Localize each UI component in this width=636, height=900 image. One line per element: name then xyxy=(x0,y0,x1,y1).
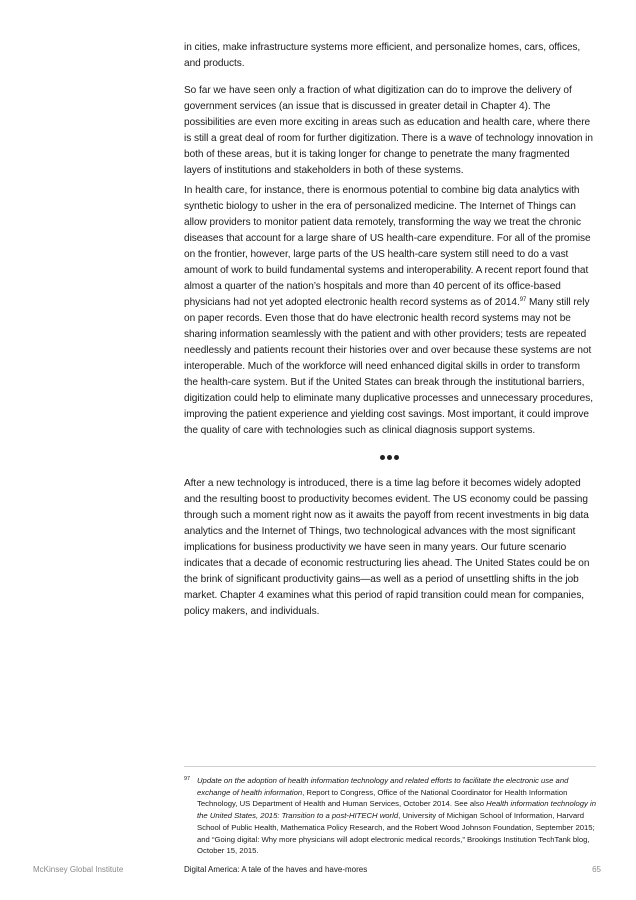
body-paragraph-3 xyxy=(184,183,596,439)
paragraph-text-part-2: Many still rely on paper records. Even those that do have electronic health record systems may not be sharing information seamlessly with the patient and with other providers; tests are repeated needlessly and patients recount their histories over and over because these systems are not interoperable. Much of the workforce will need enhanced digital skills in order to transform the health-care system. But if the United States can break through the institutional barriers, digitization could help to eliminate many duplicative processes and unnecessary procedures, improving the patient experience and yielding cost savings. Most important, it could improve the quality of care with technologies such as clinical diagnosis support systems. xyxy=(184,297,593,436)
footnote-title-1: Update on the adoption of health information technology and related efforts to facilitate the electronic use and exchange of health information xyxy=(197,776,569,797)
footnote-text xyxy=(197,775,596,857)
footnote-divider xyxy=(184,766,596,767)
paragraph-text-part-1: In health care, for instance, there is enormous potential to combine big data analytics with synthetic biology to usher in the era of personalized medicine. The Internet of Things can allow providers to monitor patient data remotely, transforming the way we treat the chronic diseases that account for a large share of US health-care expenditure. For all of the promise on the frontier, however, large parts of the US health-care system still need to do a vast amount of work to build fundamental systems and interoperability. A recent report found that almost a quarter of the nation’s hospitals and more than 40 percent of its office-based physicians had not yet adopted electronic health record systems as of 2014. xyxy=(184,185,591,308)
page-number: 65 xyxy=(592,865,601,874)
footnote-title-2: Health information technology in the United States, 2015: Transition to a post-HITECH world xyxy=(197,799,596,821)
paragraph-text: in cities, make infrastructure systems more efficient, and personalize homes, cars, offices, and products. xyxy=(184,42,581,69)
body-paragraph-4 xyxy=(184,476,596,620)
footnote-text-2: , University of Michigan School of Information, Harvard School of Public Health, Mathematica Policy Research, and the Robert Wood Johnson Foundation, September 2015; and “Going digital: Why more physicians will adopt electronic medical records,” Brookings Institution TechTank blog, October 15, 2015. xyxy=(197,811,595,856)
footnote-text-1: , Report to Congress, Office of the National Coordinator for Health Information Technology, US Department of Health and Human Services, October 2014. See also xyxy=(197,787,568,809)
paragraph-text: After a new technology is introduced, there is a time lag before it becomes widely adopted and the resulting boost to productivity becomes evident. The US economy could be passing through such a moment right now as it awaits the payoff from recent investments in big data analytics and the Internet of Things, two technological advances with the most significant implications for business productivity we have seen in many years. Our future scenario indicates that a decade of economic restructuring lies ahead. The United States could be on the brink of significant productivity gains—as well as a period of unsettling shifts in the job market. Chapter 4 examines what this period of rapid transition could mean for companies, policy makers, and individuals. xyxy=(184,478,590,617)
footer-publisher: McKinsey Global Institute xyxy=(33,865,124,874)
body-paragraph-2 xyxy=(184,83,596,179)
paragraph-text xyxy=(184,183,596,439)
footnote-reference[interactable]: 97 xyxy=(519,297,527,303)
footer-document-title: Digital America: A tale of the haves and have-mores xyxy=(184,865,368,874)
body-paragraph-1 xyxy=(184,40,596,72)
footnote-number: 97 xyxy=(184,776,191,782)
paragraph-text: So far we have seen only a fraction of what digitization can do to improve the delivery of government services (an issue that is discussed in greater detail in Chapter 4). The possibilities are even more exciting in areas such as education and health care, where there is still a great deal of room for further digitization. There is a wave of technology innovation in both of these areas, but it is taking longer for change to penetrate the many fragmented layers of institutions and stakeholders in both of these systems. xyxy=(184,85,593,176)
section-break-dots-icon xyxy=(380,455,400,463)
footnote xyxy=(184,775,596,857)
